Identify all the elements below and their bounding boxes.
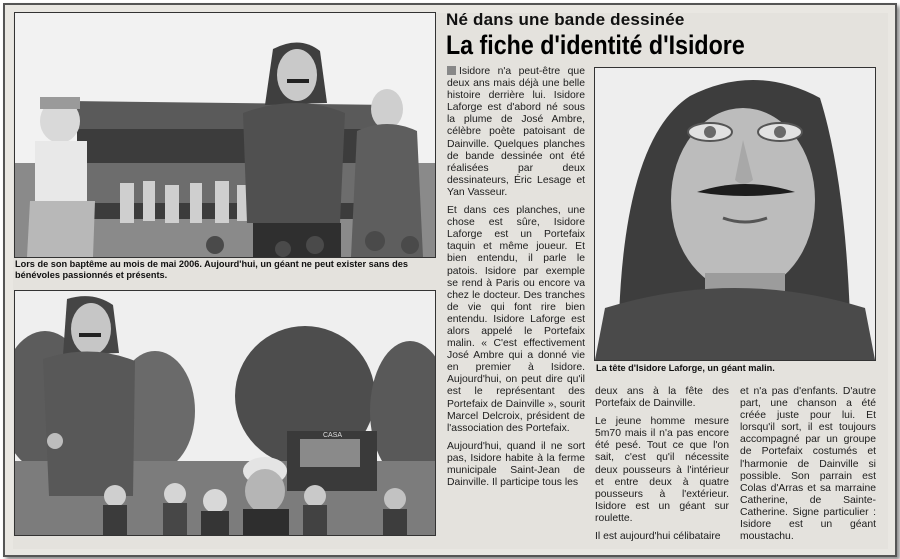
article-paragraph (447, 66, 585, 199)
caption-baptism: Lors de son baptême au mois de mai 2006. Aujourd'hui, un géant ne peut exister sans des bénévoles passionnés et présents. (15, 259, 408, 280)
article-paragraph: deux ans à la fête des Portefaix de Dainville. (595, 386, 729, 410)
article-paragraph: Et dans ces planches, une chose est sûre, Isidore Laforge est un Portefaix taquin et même joueur. Et bien entendu, il parle le patois. Isidore par exemple se rend à Paris ou encore va chez le docteur. Des tranches de vie qui font rire bien entendu. Isidore Laforge est alors appelé le Portefaix malin. « C'est effectivement José Ambre qui a donné vie en premier à Isidore. Aujourd'hui, on peut dire qu'il est le représentant des Portefaix de Dainville », sourit Marcel Delcroix, président de l'association des Portefaix. (447, 205, 585, 434)
caption-head: La tête d'Isidore Laforge, un géant malin. (596, 363, 775, 373)
article-paragraph: Aujourd'hui, quand il ne sort pas, Isidore habite à la ferme municipale Saint-Jean de Dainville. Il participe tous les (447, 440, 585, 489)
tractor-label: CASA (323, 432, 343, 439)
article-column-3 (740, 386, 876, 549)
photo-baptism (14, 12, 436, 258)
article-paragraph: Le jeune homme mesure 5m70 mais il n'a pas encore été pesé. Tout ce que l'on sait, c'est qu'il nécessite deux pousseurs à l'intérieur et entre deux à quatre pousseurs à l'extérieur. Isidore est un géant sur roulette. (595, 416, 729, 524)
article-paragraph: Il est aujourd'hui célibataire (595, 531, 721, 543)
article-kicker: Né dans une bande dessinée (446, 10, 685, 29)
paragraph-marker-icon (447, 66, 456, 75)
article-paragraph: et n'a pas d'enfants. D'autre part, une chanson a été créée juste pour lui. Et lorsqu'il sort, il est toujours accompagné par un groupe de Portefaix costumés et l'harmonie de Dainville si possible. Son parrain est Colas d'Arras et sa marraine Catherine, de Sainte-Catherine. Signe particulier : Isidore est un géant moustachu. (740, 386, 876, 543)
article-column-2 (595, 386, 729, 549)
photo-giant-head (594, 67, 876, 361)
photo-outdoor-parade (14, 290, 436, 536)
article-column-1 (447, 66, 585, 495)
article-paragraph-text: Isidore n'a peut-être que deux ans mais déjà une belle histoire derrière lui. Isidore Laforge est d'abord né sous la plume de José Ambre, célèbre poète patoisant de Dainville. Quelques planches de bande dessinée ont été réalisées par deux dessinateurs, Éric Lesage et Yan Vasseur. (447, 66, 585, 198)
article-headline: La fiche d'identité d'Isidore (446, 30, 745, 60)
